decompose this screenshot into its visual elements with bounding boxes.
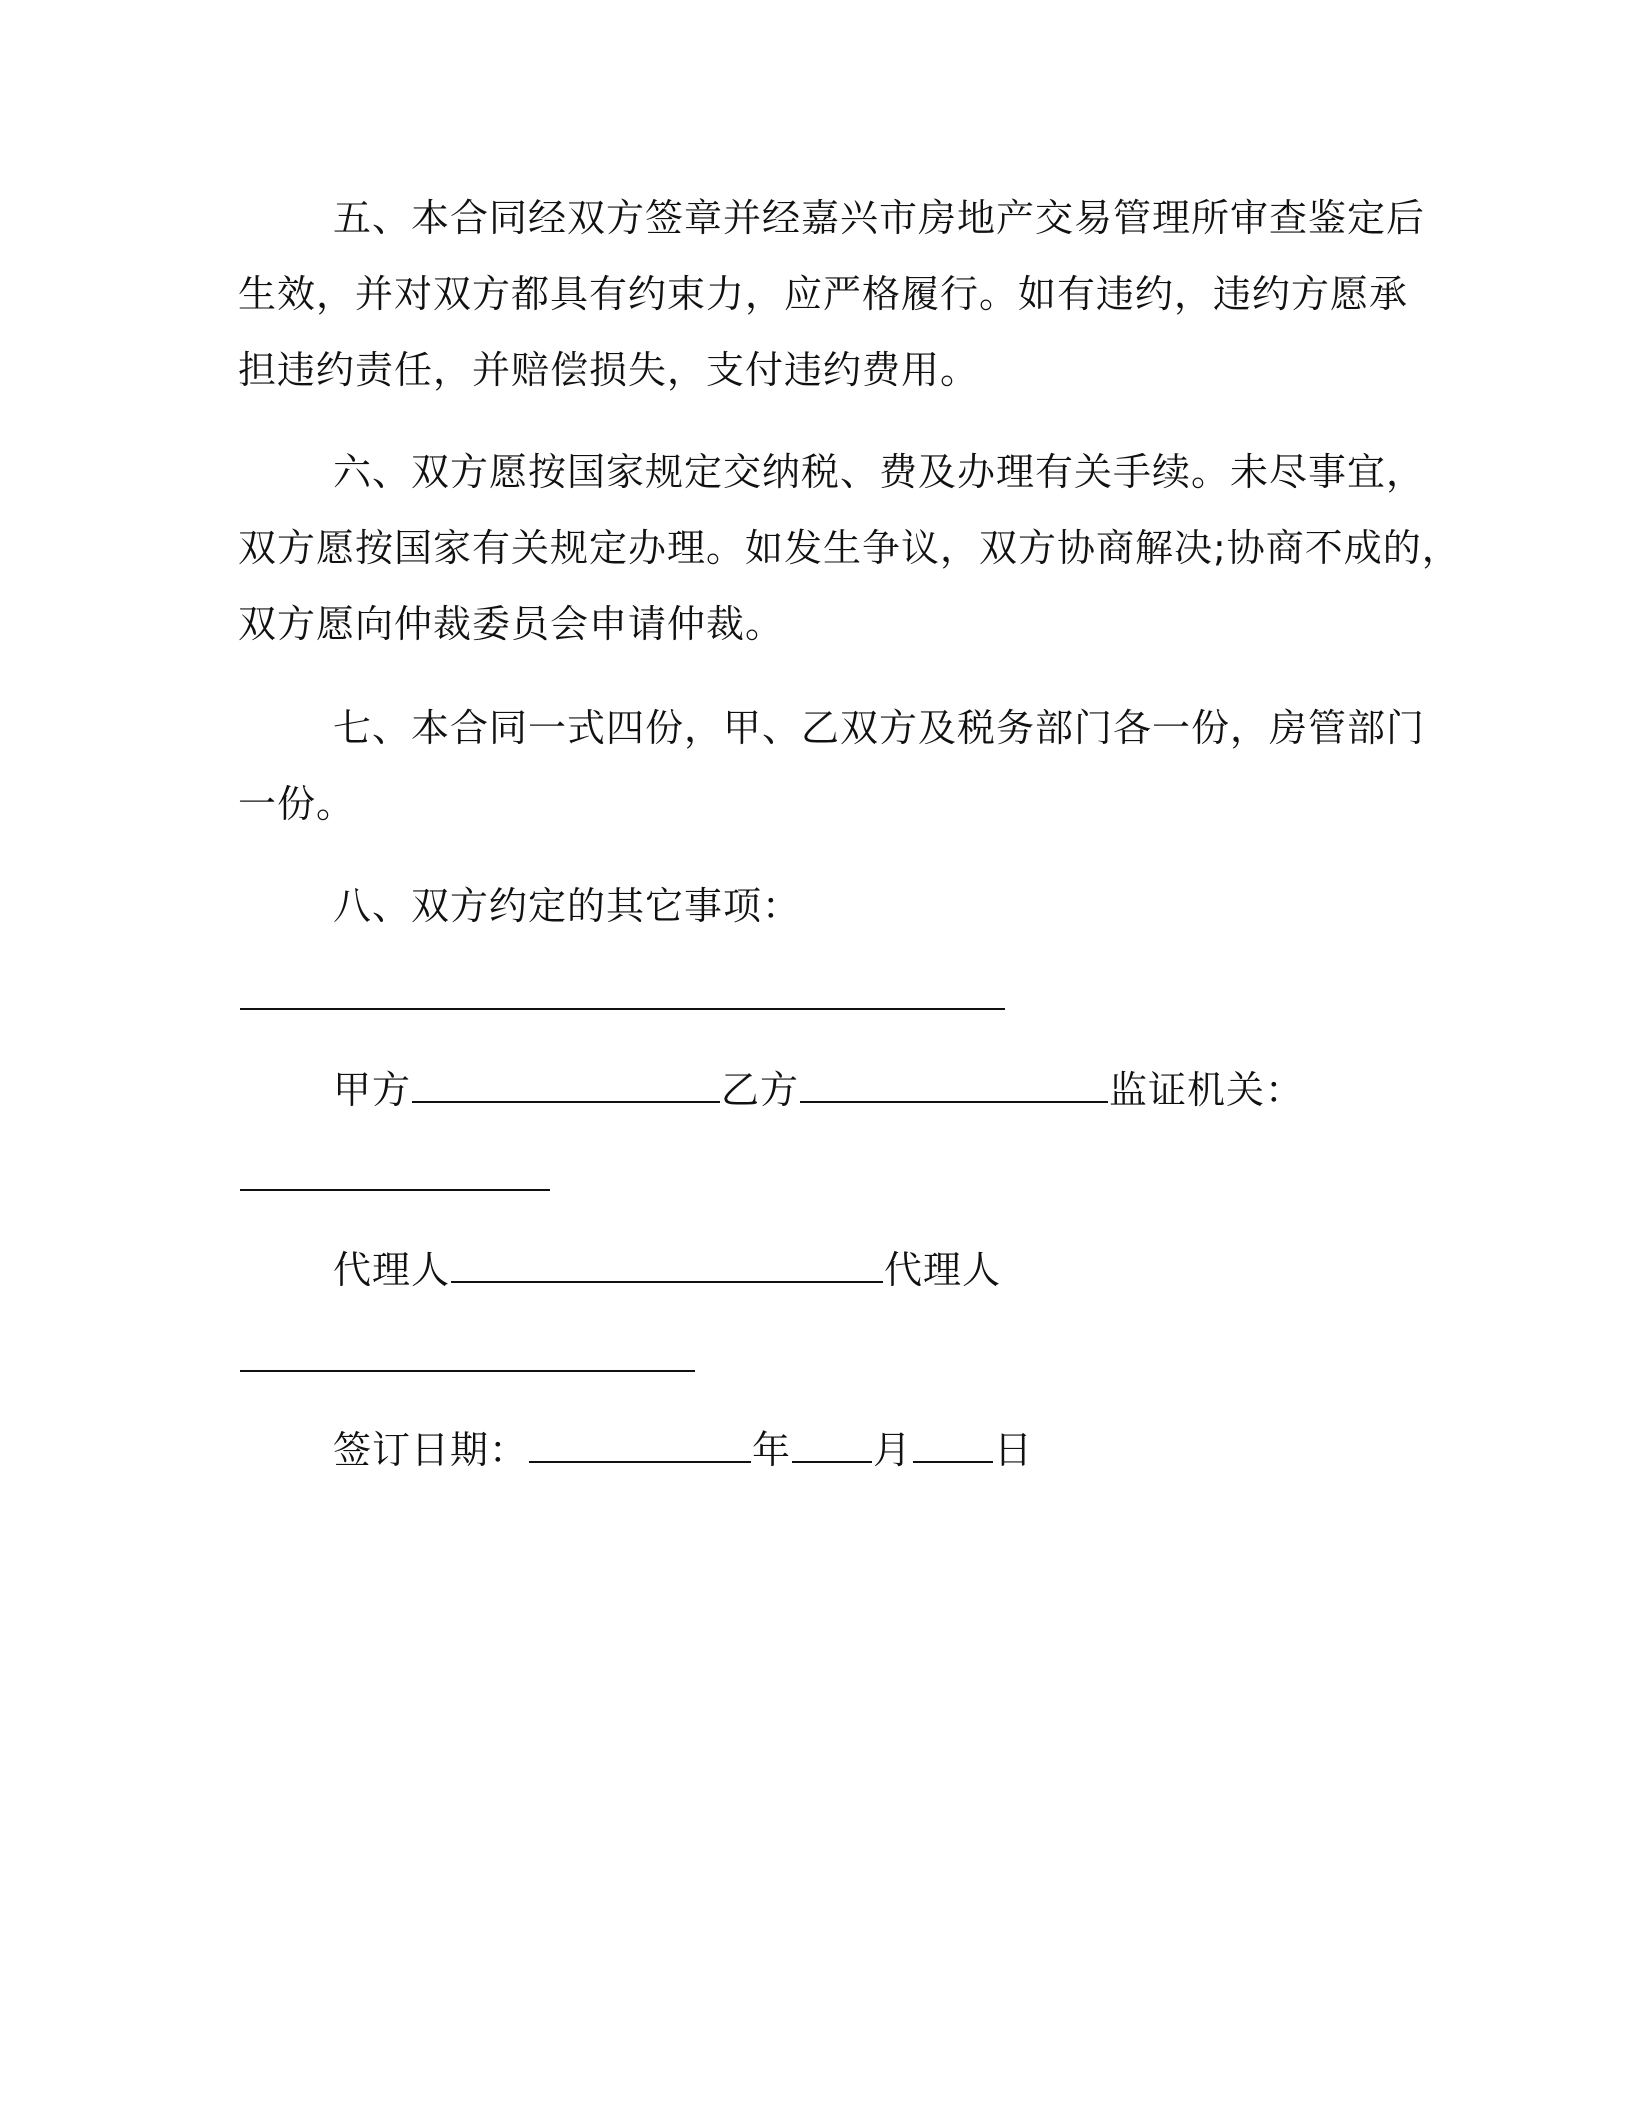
agent-a-label: 代理人 [333, 1248, 451, 1292]
authority-blank[interactable] [240, 1189, 550, 1191]
day-label: 日 [994, 1428, 1034, 1472]
clause-7-line-1: 七、本合同一式四份，甲、乙双方及税务部门各一份，房管部门 [333, 706, 1426, 750]
clause-5-line-2: 生效，并对双方都具有约束力，应严格履行。如有违约，违约方愿承 [238, 272, 1409, 316]
party-b-label: 乙方 [721, 1068, 800, 1112]
authority-label: 监证机关： [1109, 1068, 1305, 1112]
party-signature-line [333, 1066, 1304, 1114]
clause-5-line-1: 五、本合同经双方签章并经嘉兴市房地产交易管理所审查鉴定后 [333, 196, 1426, 240]
clause-8-line-1: 八、双方约定的其它事项： [333, 884, 802, 928]
other-matters-blank[interactable] [240, 1008, 1005, 1010]
clause-6-line-3: 双方愿向仲裁委员会申请仲裁。 [238, 602, 785, 646]
clause-5-line-3: 担违约责任，并赔偿损失，支付违约费用。 [238, 348, 980, 392]
party-b-blank[interactable] [800, 1071, 1108, 1103]
agent-a-blank[interactable] [451, 1251, 883, 1283]
clause-7-line-2: 一份。 [238, 782, 356, 826]
clause-6-line-1: 六、双方愿按国家规定交纳税、费及办理有关手续。未尽事宜， [333, 450, 1426, 494]
year-blank[interactable] [529, 1431, 751, 1463]
agent-signature-line [333, 1246, 1001, 1294]
date-label: 签订日期： [333, 1428, 529, 1472]
agent-b-label: 代理人 [884, 1248, 1002, 1292]
signing-date-line [333, 1426, 1033, 1474]
month-label: 月 [873, 1428, 913, 1472]
party-a-label: 甲方 [333, 1068, 412, 1112]
agent-b-blank[interactable] [240, 1370, 695, 1372]
day-blank[interactable] [913, 1431, 993, 1463]
month-blank[interactable] [792, 1431, 872, 1463]
year-label: 年 [752, 1428, 792, 1472]
clause-6-line-2: 双方愿按国家有关规定办理。如发生争议，双方协商解决;协商不成的， [238, 526, 1461, 570]
party-a-blank[interactable] [412, 1071, 720, 1103]
